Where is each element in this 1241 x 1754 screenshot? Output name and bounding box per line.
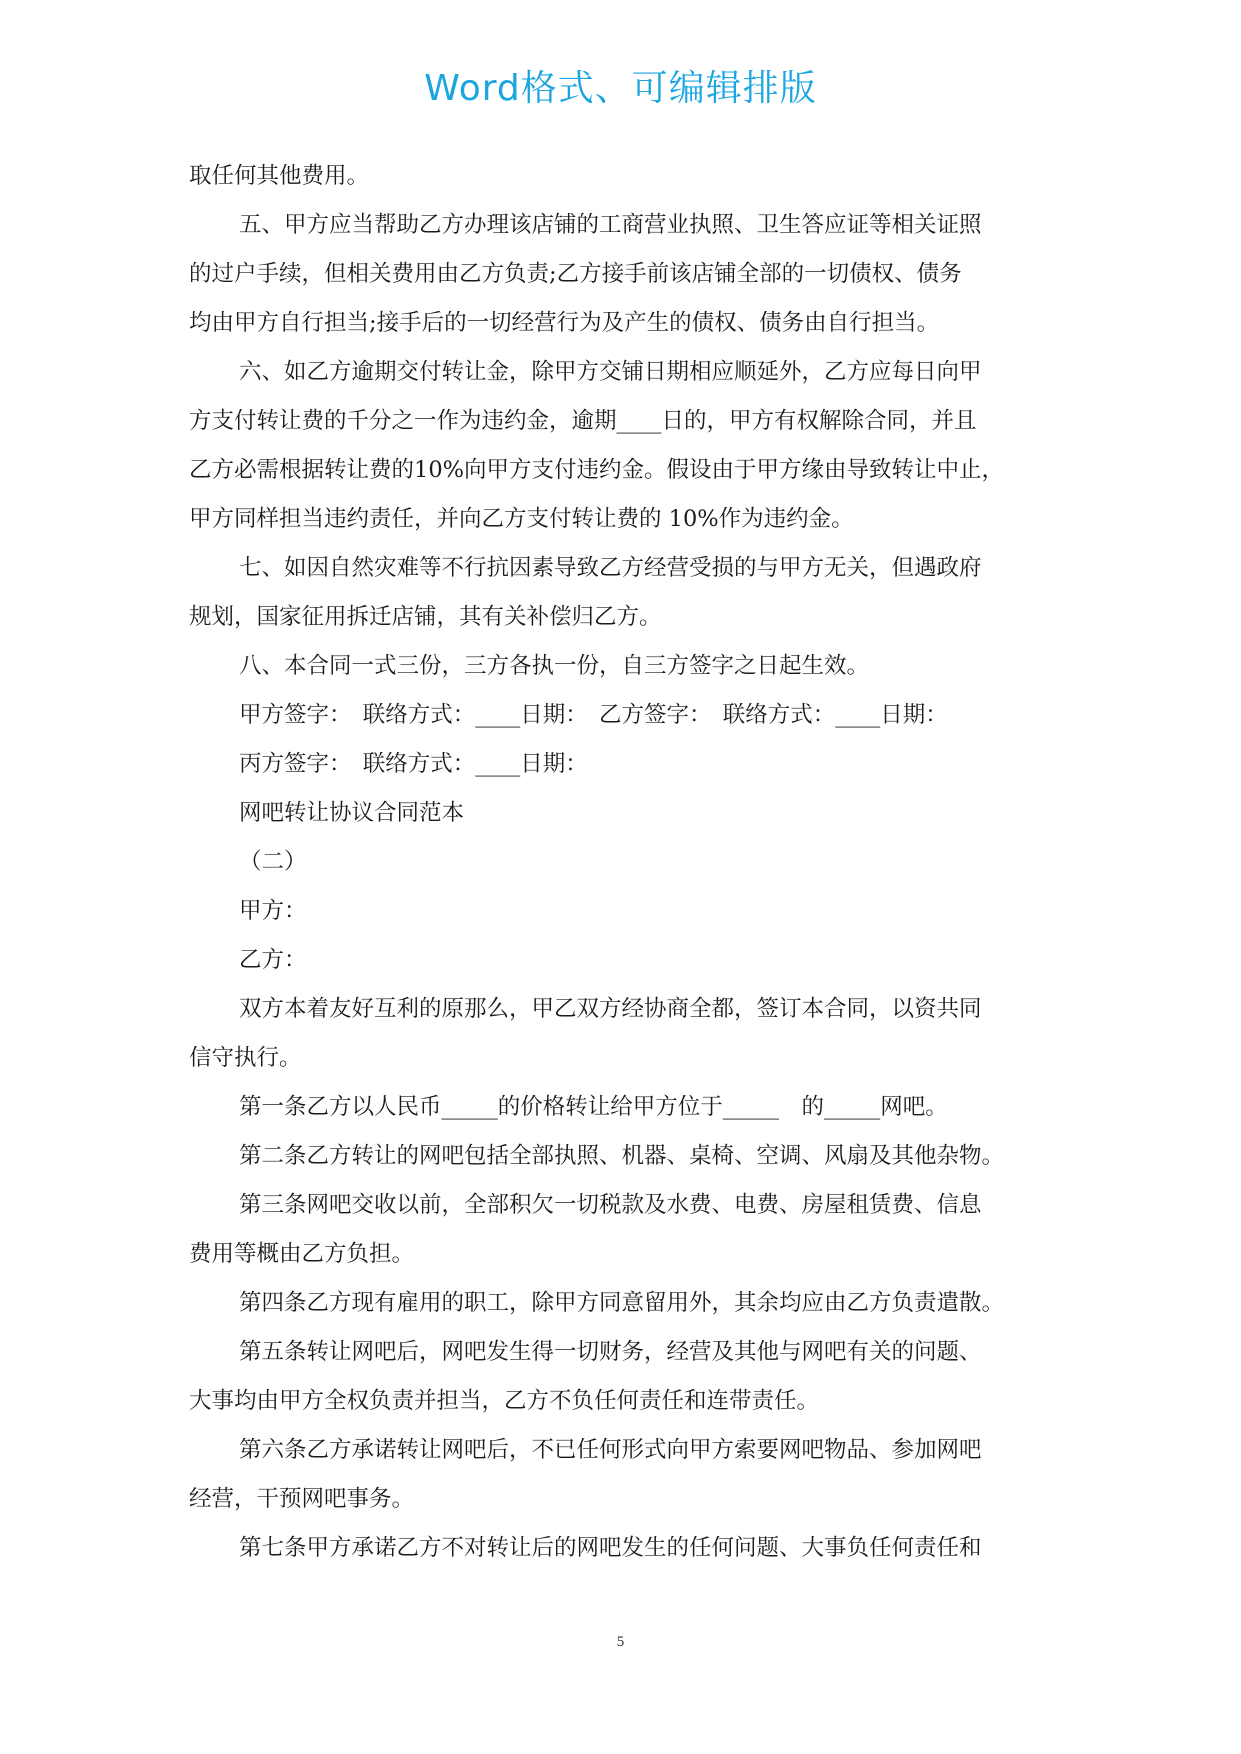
text-line: 甲方同样担当违约责任，并向乙方支付转让费的 10%作为违约金。 [189,506,854,532]
text-line: 规划，国家征用拆迁店铺，其有关补偿归乙方。 [189,604,662,630]
text-line: 费用等概由乙方负担。 [189,1241,415,1267]
page-number: 5 [616,1634,625,1650]
text-line: 第四条乙方现有雇用的职工，除甲方同意留用外，其余均应由乙方负责遣散。 [239,1290,1005,1316]
text-line: 五、甲方应当帮助乙方办理该店铺的工商营业执照、卫生答应证等相关证照 [239,212,982,238]
text-line: 方支付转让费的千分之一作为违约金，逾期____日的，甲方有权解除合同，并且 [189,408,977,434]
party-b-label: 乙方： [239,947,307,973]
page-header-title: Word格式、可编辑排版 [424,68,817,109]
text-line: 七、如因自然灾难等不行抗因素导致乙方经营受损的与甲方无关，但遇政府 [239,555,982,581]
signature-line: 丙方签字： 联络方式：____日期： [239,751,588,777]
text-line: 均由甲方自行担当;接手后的一切经营行为及产生的债权、债务由自行担当。 [189,310,940,336]
text-line: 大事均由甲方全权负责并担当，乙方不负任何责任和连带责任。 [189,1388,820,1414]
text-line: 信守执行。 [189,1045,302,1071]
text-line: 第六条乙方承诺转让网吧后，不已任何形式向甲方索要网吧物品、参加网吧 [239,1437,982,1463]
section-number: （二） [239,849,307,875]
section-title: 网吧转让协议合同范本 [239,800,465,826]
signature-line: 甲方签字： 联络方式：____日期： 乙方签字： 联络方式：____日期： [239,702,948,728]
text-line: 第三条网吧交收以前，全部积欠一切税款及水费、电费、房屋租赁费、信息 [239,1192,982,1218]
text-line: 第二条乙方转让的网吧包括全部执照、机器、桌椅、空调、风扇及其他杂物。 [239,1143,1005,1169]
text-line: 双方本着友好互利的原那么，甲乙双方经协商全都，签订本合同，以资共同 [239,996,982,1022]
text-line: 乙方必需根据转让费的10%向甲方支付违约金。假设由于甲方缘由导致转让中止， [189,457,1005,483]
text-line: 的过户手续，但相关费用由乙方负责;乙方接手前该店铺全部的一切债权、债务 [189,261,962,287]
text-line: 第一条乙方以人民币_____的价格转让给甲方位于_____ 的_____网吧。 [239,1094,948,1120]
document-body [189,152,1049,1573]
text-line: 第五条转让网吧后，网吧发生得一切财务，经营及其他与网吧有关的问题、 [239,1339,982,1365]
party-a-label: 甲方： [239,898,307,924]
text-line: 取任何其他费用。 [189,163,370,189]
text-line: 六、如乙方逾期交付转让金，除甲方交铺日期相应顺延外，乙方应每日向甲 [239,359,982,385]
text-line: 八、本合同一式三份，三方各执一份，自三方签字之日起生效。 [239,653,870,679]
text-line: 第七条甲方承诺乙方不对转让后的网吧发生的任何问题、大事负任何责任和 [239,1535,982,1561]
text-line: 经营，干预网吧事务。 [189,1486,415,1512]
